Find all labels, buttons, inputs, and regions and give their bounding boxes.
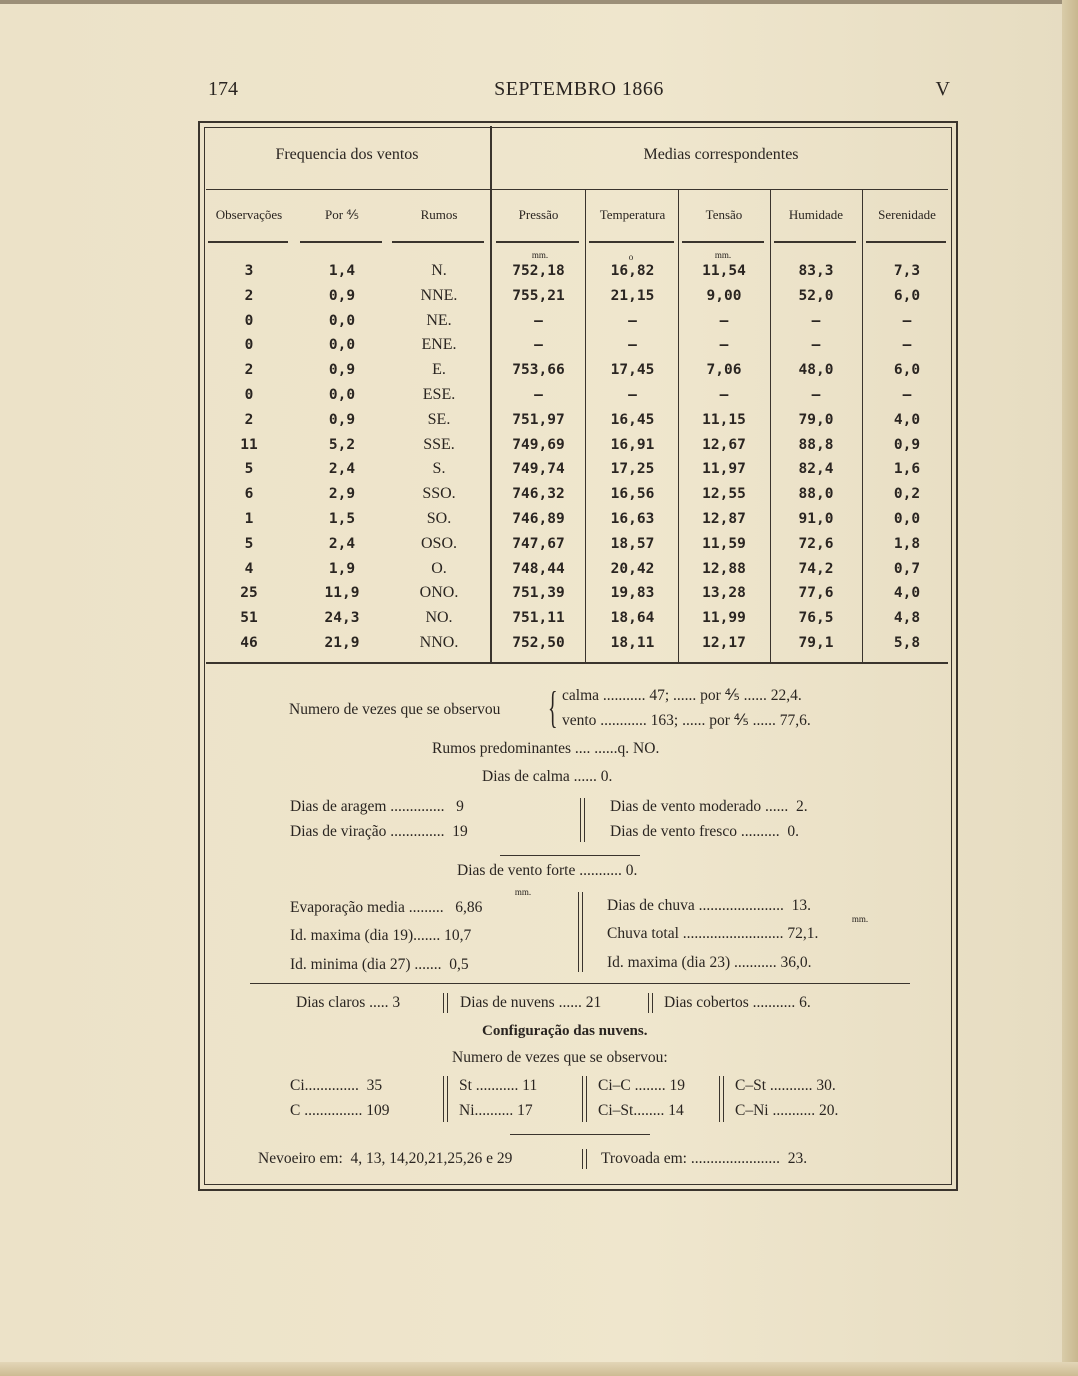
table-cell: 16,82 (610, 263, 655, 279)
table-cell: 749,69 (512, 437, 565, 453)
table-cell: 1,5 (328, 511, 356, 527)
table-cell: 88,0 (798, 486, 834, 502)
table-cell: — (719, 387, 729, 403)
double-bar (582, 1149, 587, 1169)
table-cell: — (534, 387, 543, 403)
table-cell: 1,6 (893, 461, 921, 477)
double-bar (582, 1076, 587, 1122)
table-cell: 1,4 (328, 263, 356, 279)
table-cell: 17,25 (610, 461, 655, 477)
table-cell: — (628, 387, 637, 403)
separator (250, 983, 910, 984)
table-cell: 17,45 (610, 362, 655, 378)
col-divider (862, 190, 863, 662)
header-rule (206, 189, 948, 190)
table-cell: 9,00 (706, 288, 742, 304)
table-cell: NO. (425, 609, 453, 626)
table-cell: 0,0 (893, 511, 921, 527)
column-underline (392, 241, 484, 243)
config-subtitle: Numero de vezes que se observou: (452, 1049, 668, 1066)
table-cell: 19,83 (610, 585, 655, 601)
page-edge-bottom (0, 1362, 1078, 1376)
section-number: V (935, 78, 950, 100)
table-cell: 4 (244, 561, 254, 577)
dias-aragem: Dias de aragem .............. 9 (290, 798, 464, 815)
table-cell: 0 (244, 337, 254, 353)
table-cell: 25 (240, 585, 258, 601)
table-cell: 24,3 (324, 610, 360, 626)
table-cell: 753,66 (512, 362, 565, 378)
table-cell: — (719, 313, 729, 329)
column-underline (866, 241, 946, 243)
table-cell: 0 (244, 387, 254, 403)
table-cell: 4,0 (893, 585, 921, 601)
table-cell: 11,59 (702, 536, 746, 552)
vento-moderado: Dias de vento moderado ...... 2. (610, 798, 808, 815)
table-cell: 11,15 (702, 412, 746, 428)
dias-viracao: Dias de viração .............. 19 (290, 823, 468, 840)
col-divider (585, 190, 586, 662)
evaporacao-media: Evaporação media ......... 6,86 (290, 899, 483, 916)
table-cell: 5 (244, 536, 254, 552)
table-cell: 91,0 (798, 511, 834, 527)
table-cell: 0,9 (893, 437, 921, 453)
table-cell: 83,3 (798, 263, 834, 279)
table-cell: 751,97 (512, 412, 565, 428)
col-divider (678, 190, 679, 662)
table-cell: 0 (244, 313, 254, 329)
column-header-2: Rumos (420, 207, 458, 222)
table-cell: 79,0 (798, 412, 834, 428)
page-header (208, 78, 950, 106)
trovoada: Trovoada em: ....................... 23. (601, 1150, 808, 1167)
table-cell: ONO. (419, 584, 459, 601)
table-cell: 2 (244, 288, 254, 304)
table-cell: 0,9 (328, 362, 356, 378)
top-edge (0, 0, 1078, 4)
table-cell: 7,3 (893, 263, 921, 279)
table-cell: 21,15 (610, 288, 655, 304)
group-divider (490, 126, 492, 662)
double-bar (443, 993, 448, 1013)
table-cell: 16,91 (610, 437, 655, 453)
cloud-c-ni: C–Ni ........... 20. (735, 1102, 839, 1119)
dias-nuvens: Dias de nuvens ...... 21 (460, 994, 602, 1011)
table-cell: — (902, 337, 912, 353)
vento-fresco: Dias de vento fresco .......... 0. (610, 823, 799, 840)
separator (500, 855, 640, 856)
unit-pressure: mm. (531, 250, 549, 260)
cloud-ci-c: Ci–C ........ 19 (598, 1077, 685, 1094)
table-cell: 5,2 (328, 437, 356, 453)
table-cell: 16,56 (610, 486, 655, 502)
table-cell: 746,89 (512, 511, 565, 527)
table-cell: 2,4 (328, 536, 356, 552)
table-cell: ENE. (421, 336, 457, 353)
table-cell: S. (432, 460, 446, 477)
table-cell: 751,39 (512, 585, 565, 601)
table-cell: 746,32 (512, 486, 565, 502)
column-header-5: Tensão (705, 207, 743, 222)
table-cell: 16,63 (610, 511, 655, 527)
table-cell: 11,9 (324, 585, 360, 601)
table-cell: 0,9 (328, 288, 356, 304)
cloud-c: C ............... 109 (290, 1102, 390, 1119)
table-cell: 5,8 (893, 635, 921, 651)
table-cell: 0,0 (328, 313, 356, 329)
double-bar (648, 993, 653, 1013)
calma-line: calma ........... 47; ...... por ⅘ ...... 22,4. (562, 687, 802, 704)
column-header-7: Serenidade (878, 207, 936, 222)
table-cell: — (902, 387, 912, 403)
page-title: SEPTEMBRO 1866 (494, 78, 664, 100)
column-underline (208, 241, 288, 243)
unit-tension: mm. (714, 250, 732, 260)
double-bar (719, 1076, 724, 1122)
dias-claros: Dias claros ..... 3 (296, 994, 401, 1011)
double-bar (578, 892, 583, 972)
table-cell: 4,8 (893, 610, 921, 626)
unit-chuva: mm. (851, 914, 869, 924)
table-cell: 747,67 (512, 536, 565, 552)
unit-temperature: o (628, 252, 634, 262)
page-edge-right (1062, 0, 1078, 1376)
table-cell: 51 (240, 610, 258, 626)
unit-evap: mm. (514, 887, 532, 897)
table-cell: 6 (244, 486, 254, 502)
table-cell: O. (431, 560, 447, 577)
vento-forte: Dias de vento forte ........... 0. (457, 862, 638, 879)
table-cell: 749,74 (512, 461, 565, 477)
table-cell: 0,7 (893, 561, 921, 577)
table-cell: 82,4 (798, 461, 834, 477)
column-header-1: Por ⅘ (325, 207, 359, 222)
table-cell: 18,64 (610, 610, 655, 626)
table-cell: 77,6 (798, 585, 834, 601)
vento-line: vento ............ 163; ...... por ⅘ ...... 77,6. (562, 712, 811, 729)
rumos-predominantes: Rumos predominantes .... ......q. NO. (432, 740, 660, 757)
table-cell: 7,06 (706, 362, 742, 378)
table-cell: 2,4 (328, 461, 356, 477)
table-cell: NNO. (419, 634, 459, 651)
table-bottom-rule (206, 662, 948, 664)
table-cell: — (719, 337, 729, 353)
table-cell: 11,99 (702, 610, 746, 626)
nevoeiro: Nevoeiro em: 4, 13, 14,20,21,25,26 e 29 (258, 1150, 513, 1167)
table-cell: 76,5 (798, 610, 834, 626)
column-underline (589, 241, 674, 243)
table-cell: SSO. (422, 485, 456, 502)
group-header-left: Frequencia dos ventos (275, 146, 419, 163)
table-cell: 0,0 (328, 337, 356, 353)
cloud-ci: Ci.............. 35 (290, 1077, 383, 1094)
table-cell: N. (431, 262, 447, 279)
table-cell: 12,87 (702, 511, 746, 527)
table-cell: 18,11 (610, 635, 655, 651)
column-underline (300, 241, 382, 243)
brace: { (548, 683, 558, 732)
table-cell: SSE. (423, 436, 455, 453)
table-cell: NE. (426, 312, 452, 329)
table-cell: 12,17 (702, 635, 746, 651)
chuva-total: Chuva total .......................... 72,1. (607, 925, 819, 942)
table-cell: OSO. (420, 535, 457, 552)
table-cell: 1,9 (328, 561, 356, 577)
table-cell: — (628, 337, 637, 353)
group-header-right: Medias correspondentes (643, 146, 799, 163)
cloud-st: St ........... 11 (459, 1077, 538, 1094)
table-cell: 20,42 (610, 561, 655, 577)
table-cell: ESE. (422, 386, 456, 403)
dias-cobertos: Dias cobertos ........... 6. (664, 994, 811, 1011)
table-cell: 72,6 (798, 536, 834, 552)
table-cell: — (811, 337, 821, 353)
cloud-ci-st: Ci–St........ 14 (598, 1102, 684, 1119)
table-cell: 0,2 (893, 486, 921, 502)
column-header-6: Humidade (788, 207, 844, 222)
table-cell: 0,9 (328, 412, 356, 428)
table-cell: 5 (244, 461, 254, 477)
table-cell: 13,28 (702, 585, 746, 601)
dias-chuva: Dias de chuva ...................... 13. (607, 897, 812, 914)
column-underline (774, 241, 856, 243)
column-header-0: Observações (215, 207, 283, 222)
table-cell: SE. (427, 411, 451, 428)
double-bar (580, 798, 585, 842)
table-cell: 48,0 (798, 362, 834, 378)
cloud-c-st: C–St ........... 30. (735, 1077, 836, 1094)
table-cell: 2 (244, 412, 254, 428)
table-cell: 752,18 (512, 263, 565, 279)
table-cell: 79,1 (798, 635, 834, 651)
evaporacao-maxima: Id. maxima (dia 19)....... 10,7 (290, 927, 472, 944)
table-cell: — (628, 313, 637, 329)
table-cell: 4,0 (893, 412, 921, 428)
cloud-ni: Ni.......... 17 (459, 1102, 533, 1119)
column-underline (496, 241, 579, 243)
table-cell: 0,0 (328, 387, 356, 403)
column-underline (682, 241, 764, 243)
table-cell: 88,8 (798, 437, 834, 453)
table-cell: 1,8 (893, 536, 921, 552)
table-cell: 2 (244, 362, 254, 378)
table-cell: 46 (240, 635, 258, 651)
chuva-maxima: Id. maxima (dia 23) ........... 36,0. (607, 954, 812, 971)
table-cell: 21,9 (324, 635, 360, 651)
separator (510, 1134, 650, 1135)
config-title: Configuração das nuvens. (482, 1023, 648, 1039)
table-cell: 751,11 (512, 610, 565, 626)
table-cell: E. (432, 361, 446, 378)
table-cell: 11,54 (702, 263, 746, 279)
table-cell: 1 (244, 511, 254, 527)
table-cell: — (902, 313, 912, 329)
table-cell: SO. (426, 510, 452, 527)
table-cell: 16,45 (610, 412, 655, 428)
table-cell: 752,50 (512, 635, 565, 651)
table-cell: 755,21 (512, 288, 565, 304)
table-cell: 18,57 (610, 536, 655, 552)
table-cell: 748,44 (512, 561, 565, 577)
table-cell: — (534, 313, 543, 329)
table-cell: 3 (244, 263, 254, 279)
observed-label: Numero de vezes que se observou (289, 701, 501, 718)
evaporacao-minima: Id. minima (dia 27) ....... 0,5 (290, 956, 469, 973)
table-cell: 12,55 (702, 486, 746, 502)
table-cell: 2,9 (328, 486, 356, 502)
page-number: 174 (208, 78, 238, 100)
table-cell: NNE. (420, 287, 458, 304)
col-divider (770, 190, 771, 662)
column-header-4: Temperatura (599, 207, 666, 222)
dias-calma: Dias de calma ...... 0. (482, 768, 613, 785)
table-cell: 12,67 (702, 437, 746, 453)
table-cell: — (534, 337, 543, 353)
table-cell: — (811, 387, 821, 403)
table-cell: — (811, 313, 821, 329)
table-cell: 12,88 (702, 561, 746, 577)
table-cell: 6,0 (893, 362, 921, 378)
double-bar (443, 1076, 448, 1122)
table-cell: 6,0 (893, 288, 921, 304)
table-cell: 74,2 (798, 561, 834, 577)
column-header-3: Pressão (518, 207, 559, 222)
table-cell: 11,97 (702, 461, 746, 477)
table-cell: 52,0 (798, 288, 834, 304)
table-cell: 11 (240, 437, 258, 453)
